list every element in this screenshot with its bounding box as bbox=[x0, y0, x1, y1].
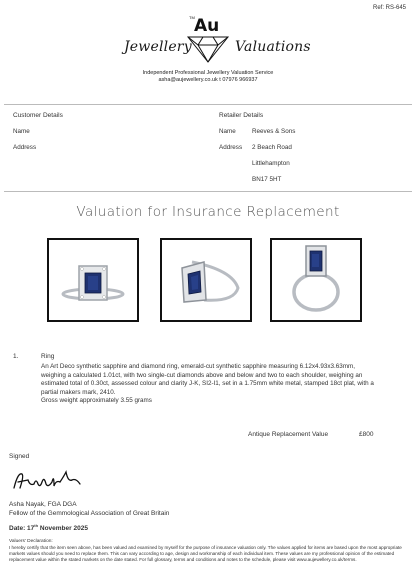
service-tagline: Independent Professional Jewellery Valuation Service bbox=[142, 70, 274, 76]
retailer-name-label: Name bbox=[219, 128, 236, 135]
customer-name-label: Name bbox=[13, 128, 30, 135]
ring-photo-front bbox=[270, 238, 362, 322]
item-number: 1. bbox=[13, 353, 19, 360]
reference-number: Ref: RS-645 bbox=[372, 5, 406, 11]
item-description bbox=[41, 363, 381, 406]
logo-jewellery-text: Jewellery bbox=[124, 39, 192, 55]
signed-label: Signed bbox=[9, 453, 30, 460]
signature-icon bbox=[8, 466, 88, 496]
logo-trademark: TM bbox=[189, 15, 195, 20]
service-contact: asha@aujewellery.co.uk t 07976 966937 bbox=[158, 77, 258, 83]
ring-photo-top bbox=[47, 238, 139, 322]
logo-valuations-text: Valuations bbox=[235, 39, 311, 55]
retailer-address-label: Address bbox=[219, 144, 243, 151]
valuer-name: Asha Nayak, FGA DGA bbox=[9, 501, 77, 508]
divider bbox=[4, 191, 412, 192]
item-description-text: An Art Deco synthetic sapphire and diamond ring, emerald-cut synthetic sapphire measuring 6.12x4.93x3.63mm, weighing a calculated 1.01ct, with two single-cut diamonds above and below and two to each shoulder, weighing an estimated total of 0.30ct, assessed colour and clarity J-K, SI2-I1, set in a 1.75mm white metal, stamped 18ct plat, with a partial makers mark, 2410. bbox=[41, 363, 374, 396]
document-title: Valuation for Insurance Replacement bbox=[76, 204, 340, 220]
valuer-fellowship: Fellow of the Gemmological Association of Great Britain bbox=[9, 510, 170, 517]
retailer-address-line: 2 Beach Road bbox=[252, 144, 292, 151]
customer-details-heading: Customer Details bbox=[13, 112, 63, 119]
retailer-address-line: BN17 5HT bbox=[252, 176, 282, 183]
declaration-text: I hereby certify that the item seen above, has been valued and examined by myself for the purpose of insurance valuation only. The values applied for items are based upon the most appropriate markets values should you need to replace them. This can vary according to age, design and workmanship of each individual item. These values are my professional opinion of the estimated replacement value within the stated markets on the date stated. For full glossary, terms and conditions and notes to the schedule, please visit www.aujewellery.co.uk/terms. bbox=[9, 545, 402, 562]
logo-au-text: Au bbox=[194, 16, 220, 36]
customer-address-label: Address bbox=[13, 144, 37, 151]
ring-photo-side bbox=[160, 238, 252, 322]
item-gross-weight: Gross weight approximately 3.55 grams bbox=[41, 397, 152, 405]
retailer-name-value: Reeves & Sons bbox=[252, 128, 296, 135]
retailer-address-line: Littlehampton bbox=[252, 160, 290, 167]
item-title: Ring bbox=[41, 353, 55, 360]
divider bbox=[4, 104, 412, 105]
value-label: Antique Replacement Value bbox=[248, 431, 329, 438]
service-info bbox=[0, 70, 416, 84]
retailer-details-heading: Retailer Details bbox=[219, 112, 264, 119]
logo bbox=[0, 12, 416, 72]
valuation-date: Date: 17th November 2025 bbox=[9, 523, 88, 533]
value-amount: £800 bbox=[359, 431, 374, 438]
declaration-heading: Valuers' Declaration: bbox=[9, 539, 53, 544]
